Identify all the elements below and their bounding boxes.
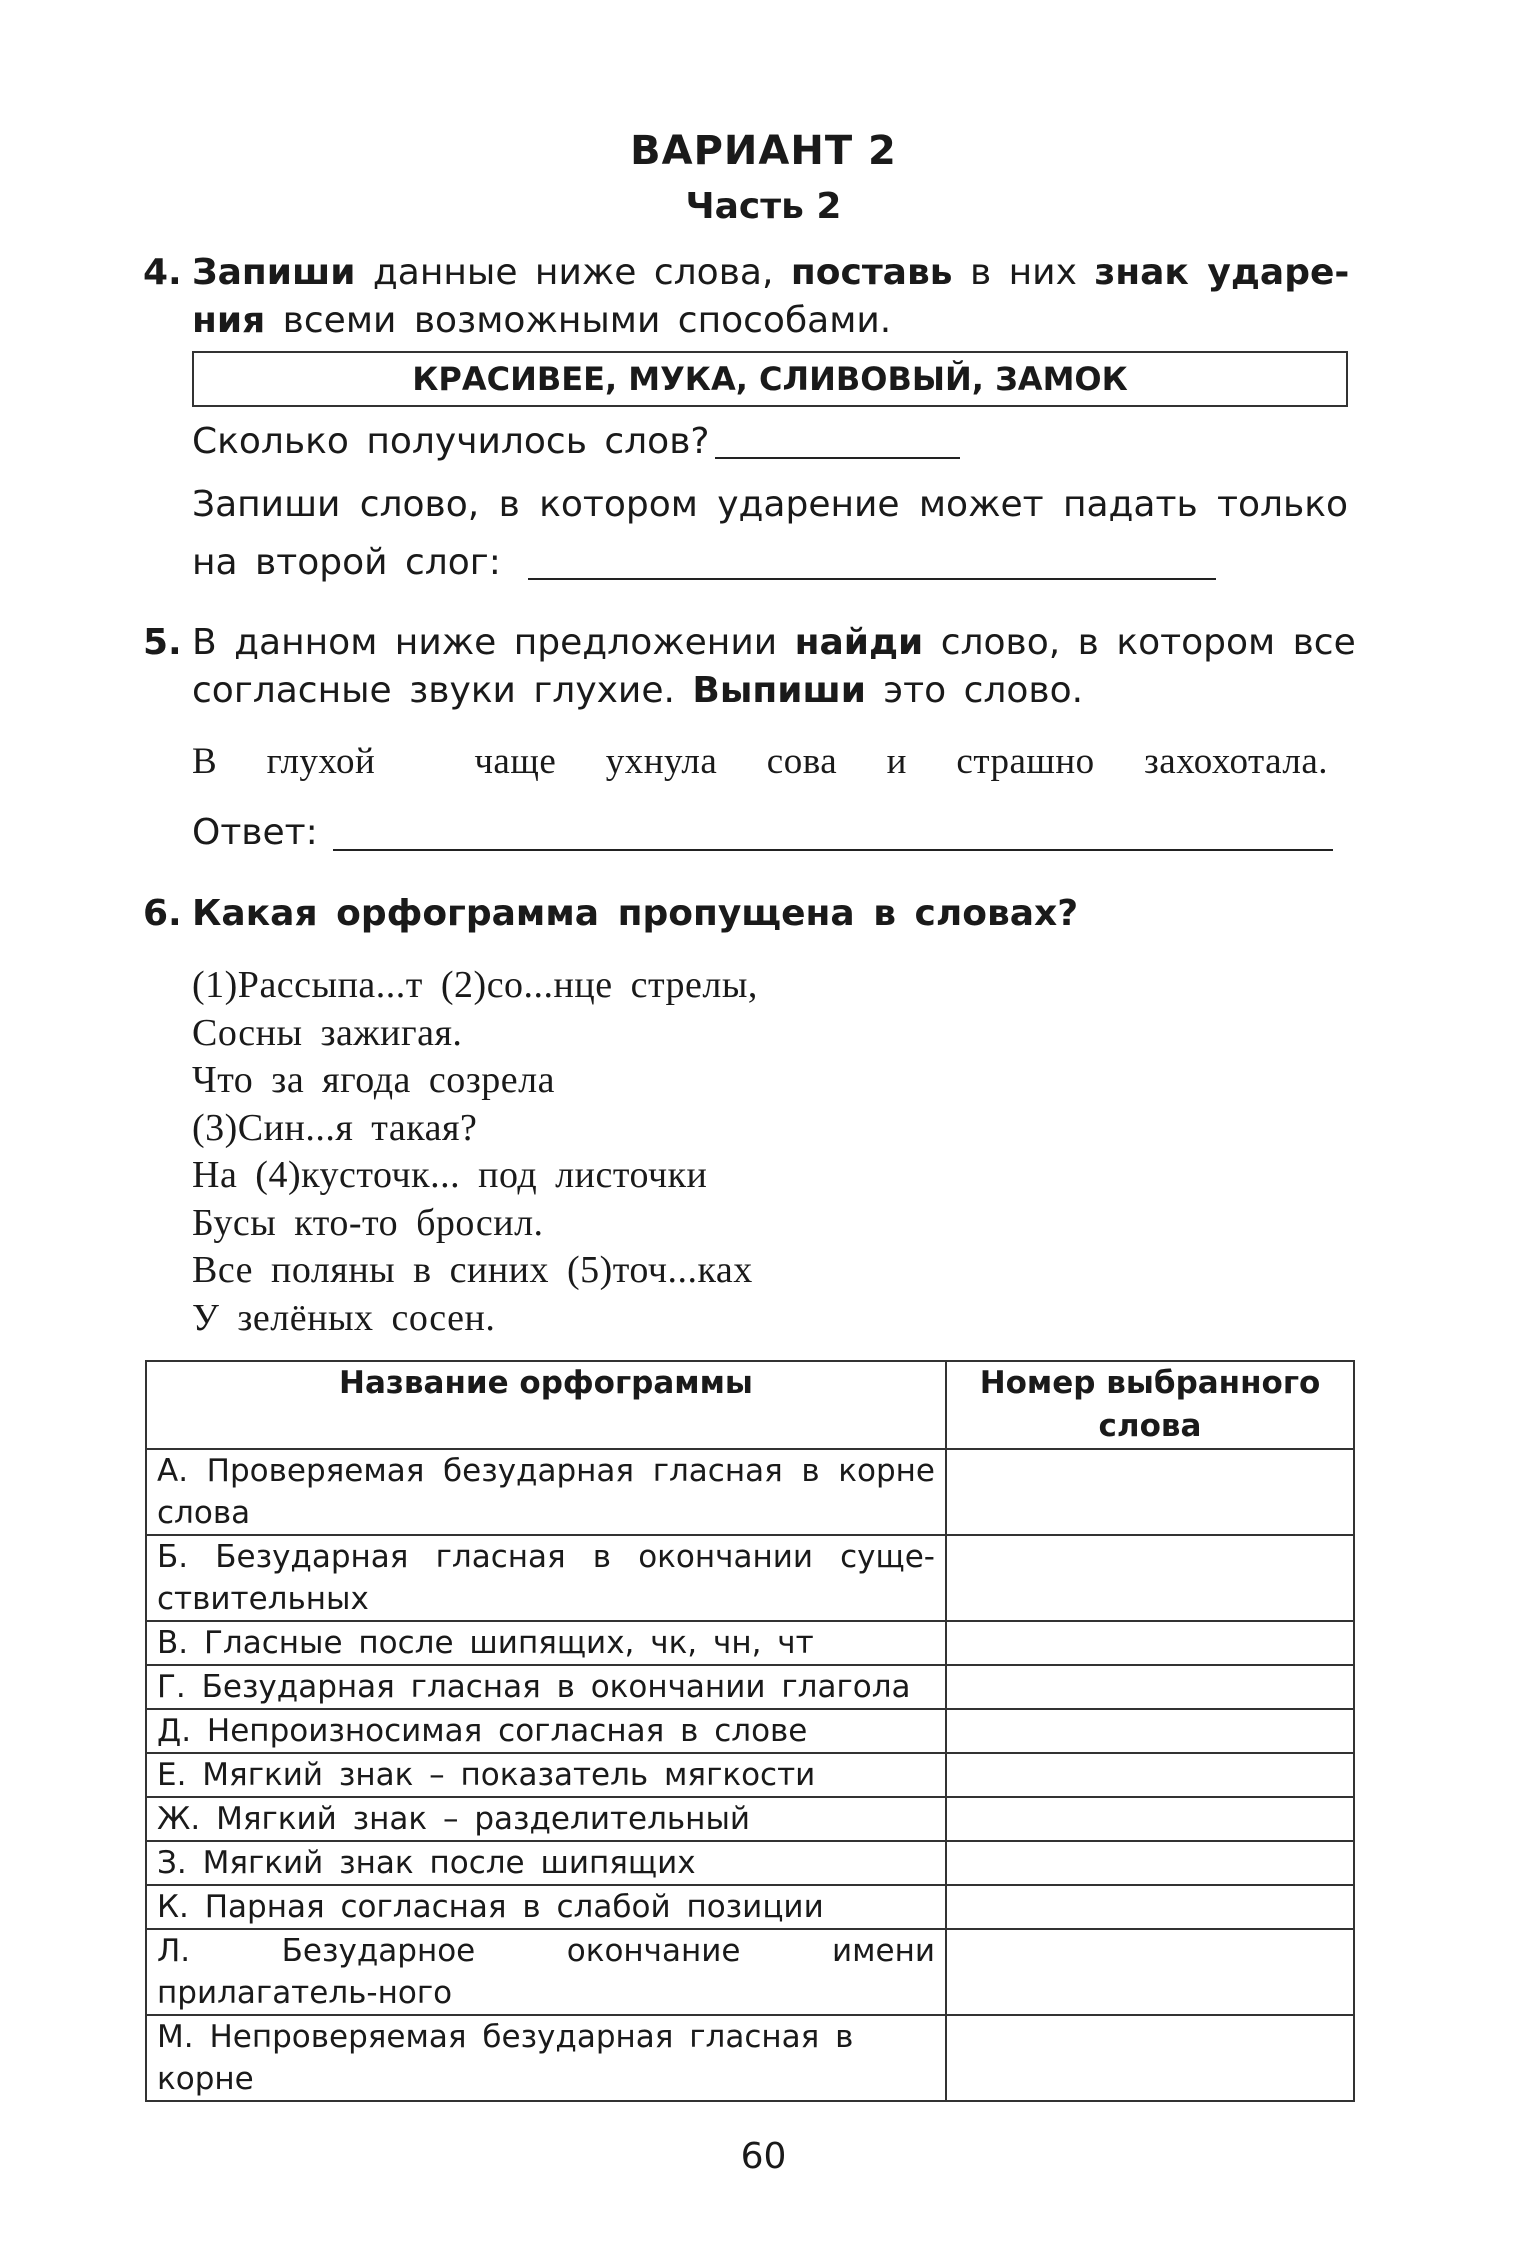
poem-line: Сосны зажигая.: [192, 1011, 463, 1054]
word-number-input-cell[interactable]: [946, 1929, 1354, 2015]
text-run: знак ударе-: [1094, 252, 1350, 293]
task-4-count-answer-line[interactable]: [715, 457, 960, 459]
table-row: [146, 1665, 1354, 1709]
poem-line: Что за ягода созрела: [192, 1059, 555, 1101]
task-5-answer-label: Ответ:: [192, 812, 318, 853]
poem-line: На (4)кусточк... под листочки: [192, 1154, 708, 1196]
poem-line: У зелёных сосен.: [192, 1296, 496, 1339]
table-row: [146, 1929, 1354, 2015]
table-row: [146, 1797, 1354, 1841]
text-run: всеми возможными способами.: [265, 300, 892, 341]
word-number-input-cell[interactable]: [946, 1753, 1354, 1797]
poem-line: (1)Рассыпа...т (2)со...нце стрелы,: [192, 964, 758, 1006]
word-number-input-cell[interactable]: [946, 1449, 1354, 1535]
task-4-second-syllable-line-2: на второй слог:: [192, 542, 501, 583]
orthogram-name: Е. Мягкий знак – показатель мягкости: [157, 1757, 816, 1793]
orthogram-name-cell: [146, 1535, 946, 1621]
text-run: в них: [952, 252, 1095, 293]
text-run: В данном ниже предложении: [192, 622, 795, 663]
word-number-input-cell[interactable]: [946, 1665, 1354, 1709]
word-number-input-cell[interactable]: [946, 1621, 1354, 1665]
orthogram-table: [145, 1360, 1355, 2102]
task-5-instruction-line-1: [192, 619, 1356, 667]
poem-line: Бусы кто-то бросил.: [192, 1201, 544, 1244]
orthogram-name: Ж. Мягкий знак – разделительный: [157, 1801, 751, 1837]
text-run: Запиши: [192, 252, 356, 293]
orthogram-name: К. Парная согласная в слабой позиции: [157, 1889, 824, 1925]
column-header-name: Название орфограммы: [146, 1361, 946, 1449]
orthogram-name-cell: [146, 1929, 946, 2015]
orthogram-name: Б. Безударная гласная в окончании суще-ствительных: [157, 1539, 935, 1617]
task-5-number: 5.: [143, 622, 182, 663]
orthogram-name: А. Проверяемая безударная гласная в корне слова: [157, 1453, 935, 1531]
orthogram-name-cell: [146, 1621, 946, 1665]
task-5-sentence: В глухой чаще ухнула сова и страшно захохотала.: [192, 741, 1328, 782]
task-6-question: Какая орфограмма пропущена в словах?: [192, 893, 1079, 934]
orthogram-name: Г. Безударная гласная в окончании глагола: [157, 1669, 911, 1705]
task-4-instruction-line-2: [192, 297, 891, 345]
text-run: слово, в котором все: [923, 622, 1356, 663]
orthogram-name: З. Мягкий знак после шипящих: [157, 1845, 696, 1881]
text-run: Выпиши: [692, 670, 866, 711]
poem-line: (3)Син...я такая?: [192, 1106, 478, 1149]
orthogram-name-cell: [146, 1797, 946, 1841]
task-6-poem: [192, 962, 758, 1342]
text-run: это слово.: [865, 670, 1084, 711]
table-row: [146, 1885, 1354, 1929]
orthogram-name: Л. Безударное окончание имени прилагатель-ного: [157, 1933, 935, 2011]
task-4-instruction-line-1: [192, 249, 1348, 297]
table-row: [146, 1753, 1354, 1797]
task-6-number: 6.: [143, 893, 182, 934]
table-row: [146, 2015, 1354, 2101]
orthogram-name: Д. Непроизносимая согласная в слове: [157, 1713, 808, 1749]
table-row: [146, 1621, 1354, 1665]
task-4-second-syllable-answer-line[interactable]: [528, 578, 1216, 580]
orthogram-name: В. Гласные после шипящих, чк, чн, чт: [157, 1625, 814, 1661]
text-run: согласные звуки глухие.: [192, 670, 693, 711]
orthogram-name-cell: [146, 1665, 946, 1709]
task-4-word-box: КРАСИВЕЕ, МУКА, СЛИВОВЫЙ, ЗАМОК: [192, 351, 1348, 407]
poem-line: Все поляны в синих (5)точ...ках: [192, 1249, 753, 1291]
word-number-input-cell[interactable]: [946, 1797, 1354, 1841]
table-header-row: [146, 1361, 1354, 1449]
orthogram-name-cell: [146, 1753, 946, 1797]
orthogram-name-cell: [146, 1449, 946, 1535]
word-number-input-cell[interactable]: [946, 1709, 1354, 1753]
task-4-number: 4.: [143, 252, 182, 293]
text-run: найди: [794, 622, 924, 663]
word-number-input-cell[interactable]: [946, 1841, 1354, 1885]
task-5-instruction-line-2: [192, 667, 1083, 715]
column-header-answer: Номер выбранного слова: [946, 1361, 1354, 1449]
table-row: [146, 1709, 1354, 1753]
task-4-count-question: Сколько получилось слов?: [192, 421, 710, 462]
table-row: [146, 1449, 1354, 1535]
page-number: 60: [740, 2136, 787, 2177]
task-5-answer-line[interactable]: [333, 849, 1333, 851]
orthogram-name-cell: [146, 2015, 946, 2101]
orthogram-name-cell: [146, 1709, 946, 1753]
table-row: [146, 1535, 1354, 1621]
orthogram-name-cell: [146, 1885, 946, 1929]
orthogram-name: М. Непроверяемая безударная гласная в корне: [157, 2019, 854, 2097]
task-4-second-syllable-line-1: Запиши слово, в котором ударение может падать только: [192, 484, 1348, 525]
word-number-input-cell[interactable]: [946, 2015, 1354, 2101]
orthogram-name-cell: [146, 1841, 946, 1885]
part-heading: Часть 2: [685, 186, 842, 227]
word-number-input-cell[interactable]: [946, 1535, 1354, 1621]
text-run: поставь: [790, 252, 953, 293]
text-run: ния: [192, 300, 266, 341]
text-run: данные ниже слова,: [355, 252, 791, 293]
word-number-input-cell[interactable]: [946, 1885, 1354, 1929]
table-row: [146, 1841, 1354, 1885]
variant-heading: ВАРИАНТ 2: [630, 128, 897, 174]
